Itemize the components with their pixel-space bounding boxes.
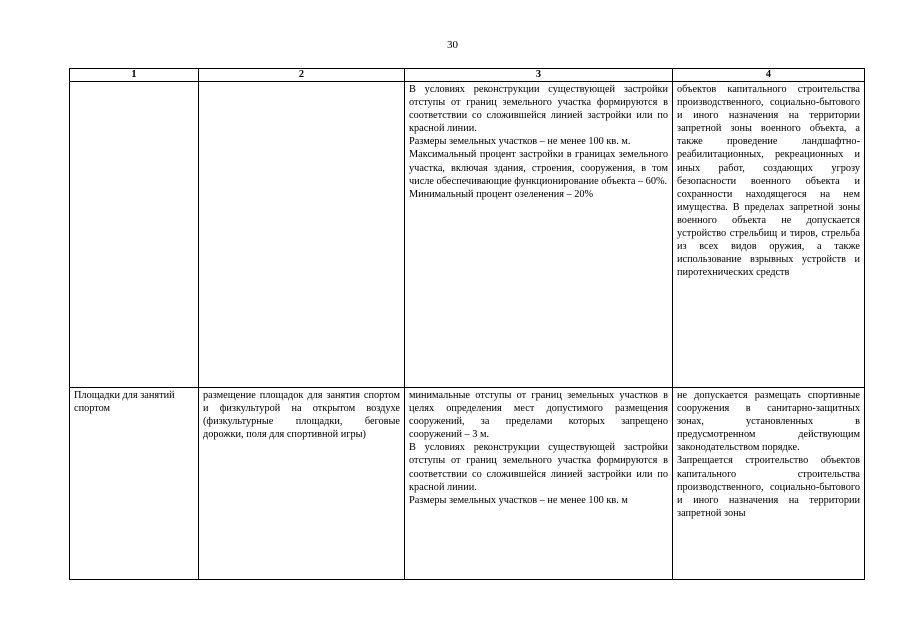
paragraph: Минимальный процент озеленения – 20% [409,188,594,200]
header-col-4: 4 [673,69,865,82]
cell-restrictions [673,388,865,580]
cell-use-type: Площадки для занятий спортом [70,388,199,580]
paragraph: В условиях реконструкции существующей застройки отступы от границ земельного участка формируются в соответствии со сложившейся линией застройки или по красной линии. [409,84,668,135]
paragraph: минимальные отступы от границ земельных участков в целях определения мест допустимого размещения сооружений, за пределами которых запрещено сооружений – 3 м. [409,390,668,441]
paragraph: Запрещается строительство объектов капитального строительства производственного, социально-бытового и иного назначения на территории запретной зоны [677,455,860,519]
paragraph: не допускается размещать спортивные сооружения в санитарно-защитных зонах, установленных в предусмотренном действующим законодательством порядке. [677,390,860,454]
cell-parameters [405,388,673,580]
header-col-1: 1 [70,69,199,82]
land-use-table [69,68,865,580]
paragraph: Размеры земельных участков – не менее 100 кв. м. [409,136,631,148]
paragraph: Максимальный процент застройки в границах земельного участка, включая здания, строения, сооружения, в том числе обеспечивающие функционирование объекта – 60%. [409,149,668,187]
cell-use-type [70,82,199,388]
page-number: 30 [447,39,458,51]
table-row [70,82,865,388]
table-row [70,388,865,580]
paragraph: В условиях реконструкции существующей застройки отступы от границ земельного участка формируются в соответствии со сложившейся линией застройки или по красной линии. [409,442,668,493]
cell-use-description [199,82,405,388]
cell-parameters [405,82,673,388]
header-col-3: 3 [405,69,673,82]
header-col-2: 2 [199,69,405,82]
table-header-row [70,69,865,82]
cell-use-description: размещение площадок для занятия спортом и физкультурой на открытом воздухе (физкультурные площадки, беговые дорожки, поля для спортивной игры) [199,388,405,580]
cell-restrictions [673,82,865,388]
paragraph: объектов капитального строительства производственного, социально-бытового и иного назначения на территории запретной зоны военного объекта, а также проведение ландшафтно-реабилитационных, рекреационных и иных работ, создающих угрозу безопасности военного объекта и сохранности находящегося на нем имущества. В пределах запретной зоны военного объекта не допускается устройство стрельбищ и тиров, стрельба из всех видов оружия, а также использование взрывных устройств и пиротехнических средств [677,84,860,279]
paragraph: Размеры земельных участков – не менее 100 кв. м [409,494,628,506]
